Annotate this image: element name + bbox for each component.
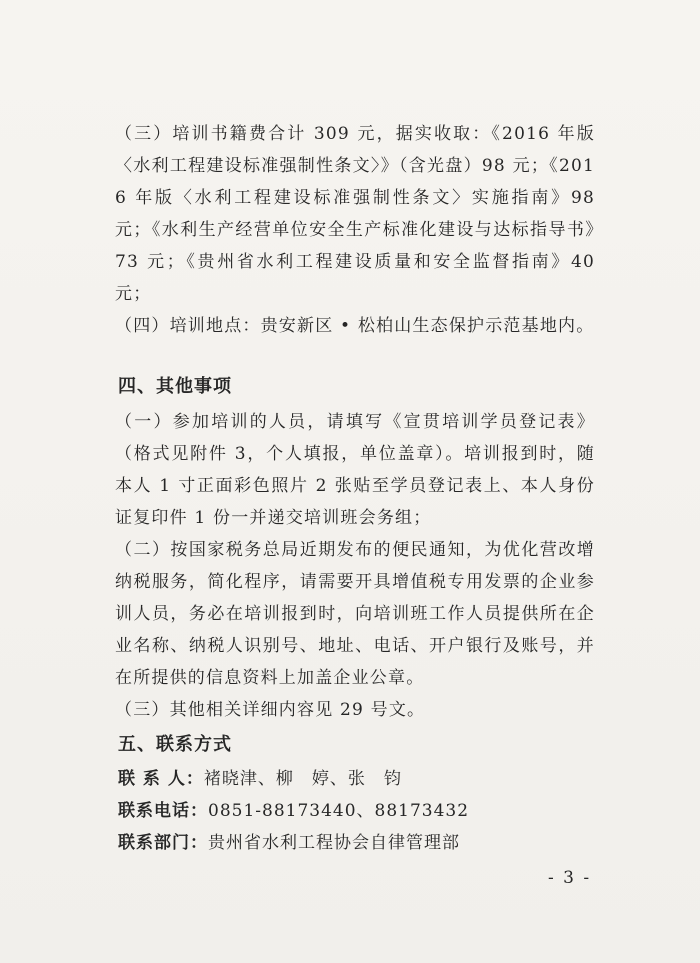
paragraph-training-books-fee: （三）培训书籍费合计 309 元，据实收取：《2016 年版〈水利工程建设标准强制性条文〉》（含光盘）98 元；《2016 年版〈水利工程建设标准强制性条文〉实施指南》98 元；《水利生产经营单位安全生产标准化建设与达标指导书》73 元；《贵州省水利工程建设质量和安全监督指南》40 元； (115, 124, 595, 304)
contact-phone-label: 联系电话： (118, 801, 208, 821)
heading-other-matters: 四、其他事项 (118, 376, 232, 397)
paragraph-registration-form: （一）参加培训的人员，请填写《宣贯培训学员登记表》（格式见附件 3，个人填报，单位盖章）。培训报到时，随本人 1 寸正面彩色照片 2 张贴至学员登记表上、本人身份证复印件 1 份一并递交培训班会务组； (115, 412, 595, 528)
contact-phone-row (118, 796, 469, 821)
paragraph-training-location: （四）培训地点：贵安新区 • 松柏山生态保护示范基地内。 (115, 316, 595, 336)
contact-phone-value: 0851-88173440、88173432 (208, 801, 470, 821)
contact-person-value: 褚晓津、柳 婷、张 钧 (203, 769, 402, 789)
contact-person-label: 联 系 人： (118, 769, 204, 789)
contact-department-value: 贵州省水利工程协会自律管理部 (208, 833, 460, 853)
contact-person-row (118, 764, 402, 789)
heading-contact: 五、联系方式 (118, 734, 232, 755)
contact-department-row (118, 828, 460, 853)
paragraph-vat-invoice: （二）按国家税务总局近期发布的便民通知，为优化营改增纳税服务，简化程序，请需要开具增值税专用发票的企业参训人员，务必在培训报到时，向培训班工作人员提供所在企业名称、纳税人识别号、地址、电话、开户银行及账号，并在所提供的信息资料上加盖企业公章。 (115, 540, 595, 688)
contact-department-label: 联系部门： (118, 833, 208, 853)
page-number: - 3 - (548, 868, 592, 888)
paragraph-other-details: （三）其他相关详细内容见 29 号文。 (115, 700, 426, 720)
